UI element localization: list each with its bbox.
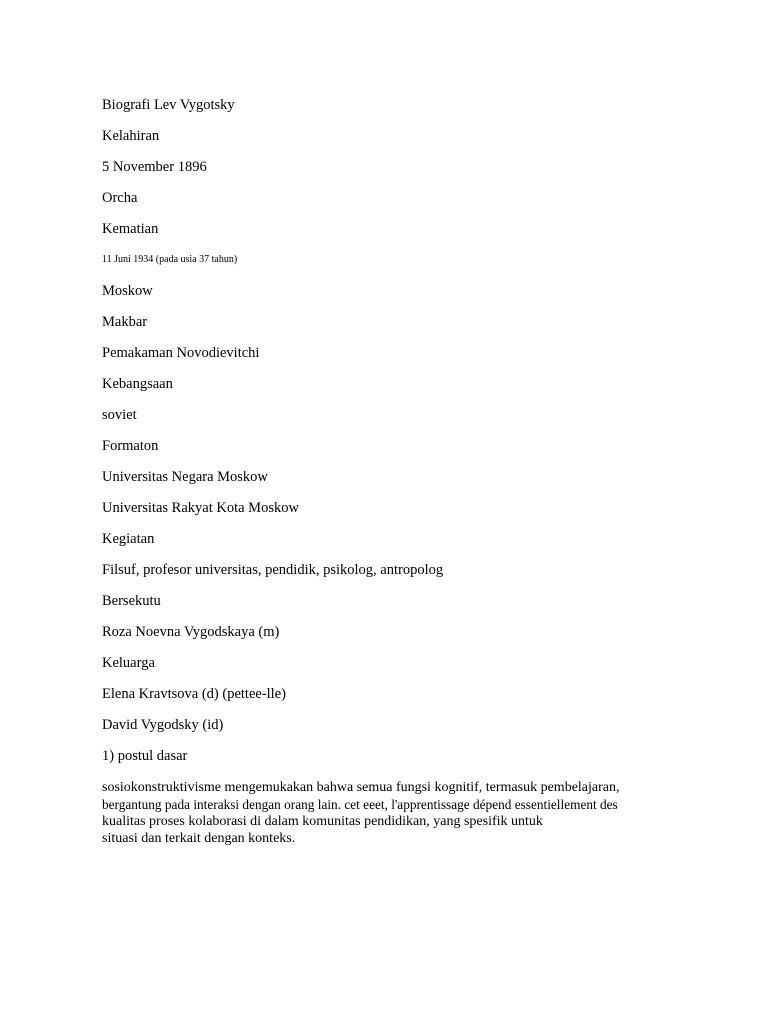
section-heading: 1) postul dasar bbox=[102, 748, 188, 764]
family-2: David Vygodsky (id) bbox=[102, 717, 224, 733]
body-paragraph bbox=[102, 779, 662, 847]
label-nationality: Kebangsaan bbox=[102, 376, 173, 392]
label-education: Formaton bbox=[102, 438, 159, 454]
death-date: 11 Juni 1934 (pada usia 37 tahun) bbox=[102, 254, 238, 265]
education-2: Universitas Rakyat Kota Moskow bbox=[102, 500, 299, 516]
label-family: Keluarga bbox=[102, 655, 155, 671]
grave-place: Pemakaman Novodievitchi bbox=[102, 345, 260, 361]
birth-date: 5 November 1896 bbox=[102, 159, 207, 175]
label-birth: Kelahiran bbox=[102, 128, 160, 144]
family-1: Elena Kravtsova (d) (pettee-lle) bbox=[102, 686, 286, 702]
spouse: Roza Noevna Vygodskaya (m) bbox=[102, 624, 280, 640]
paragraph-line: kualitas proses kolaborasi di dalam komunitas pendidikan, yang spesifik untuk bbox=[102, 814, 543, 829]
label-activities: Kegiatan bbox=[102, 531, 155, 547]
label-grave: Makbar bbox=[102, 314, 148, 330]
paragraph-line: situasi dan terkait dengan konteks. bbox=[102, 831, 296, 846]
label-spouse: Bersekutu bbox=[102, 593, 161, 609]
birth-place: Orcha bbox=[102, 190, 138, 206]
paragraph-line: bergantung pada interaksi dengan orang lain. cet eeet, l'apprentissage dépend essentiellement des bbox=[102, 797, 618, 812]
document-title: Biografi Lev Vygotsky bbox=[102, 97, 235, 113]
death-place: Moskow bbox=[102, 283, 153, 299]
paragraph-line: sosiokonstruktivisme mengemukakan bahwa semua fungsi kognitif, termasuk pembelajaran, bbox=[102, 780, 620, 795]
activities: Filsuf, profesor universitas, pendidik, psikolog, antropolog bbox=[102, 562, 444, 578]
label-death: Kematian bbox=[102, 221, 159, 237]
nationality: soviet bbox=[102, 407, 137, 423]
education-1: Universitas Negara Moskow bbox=[102, 469, 268, 485]
